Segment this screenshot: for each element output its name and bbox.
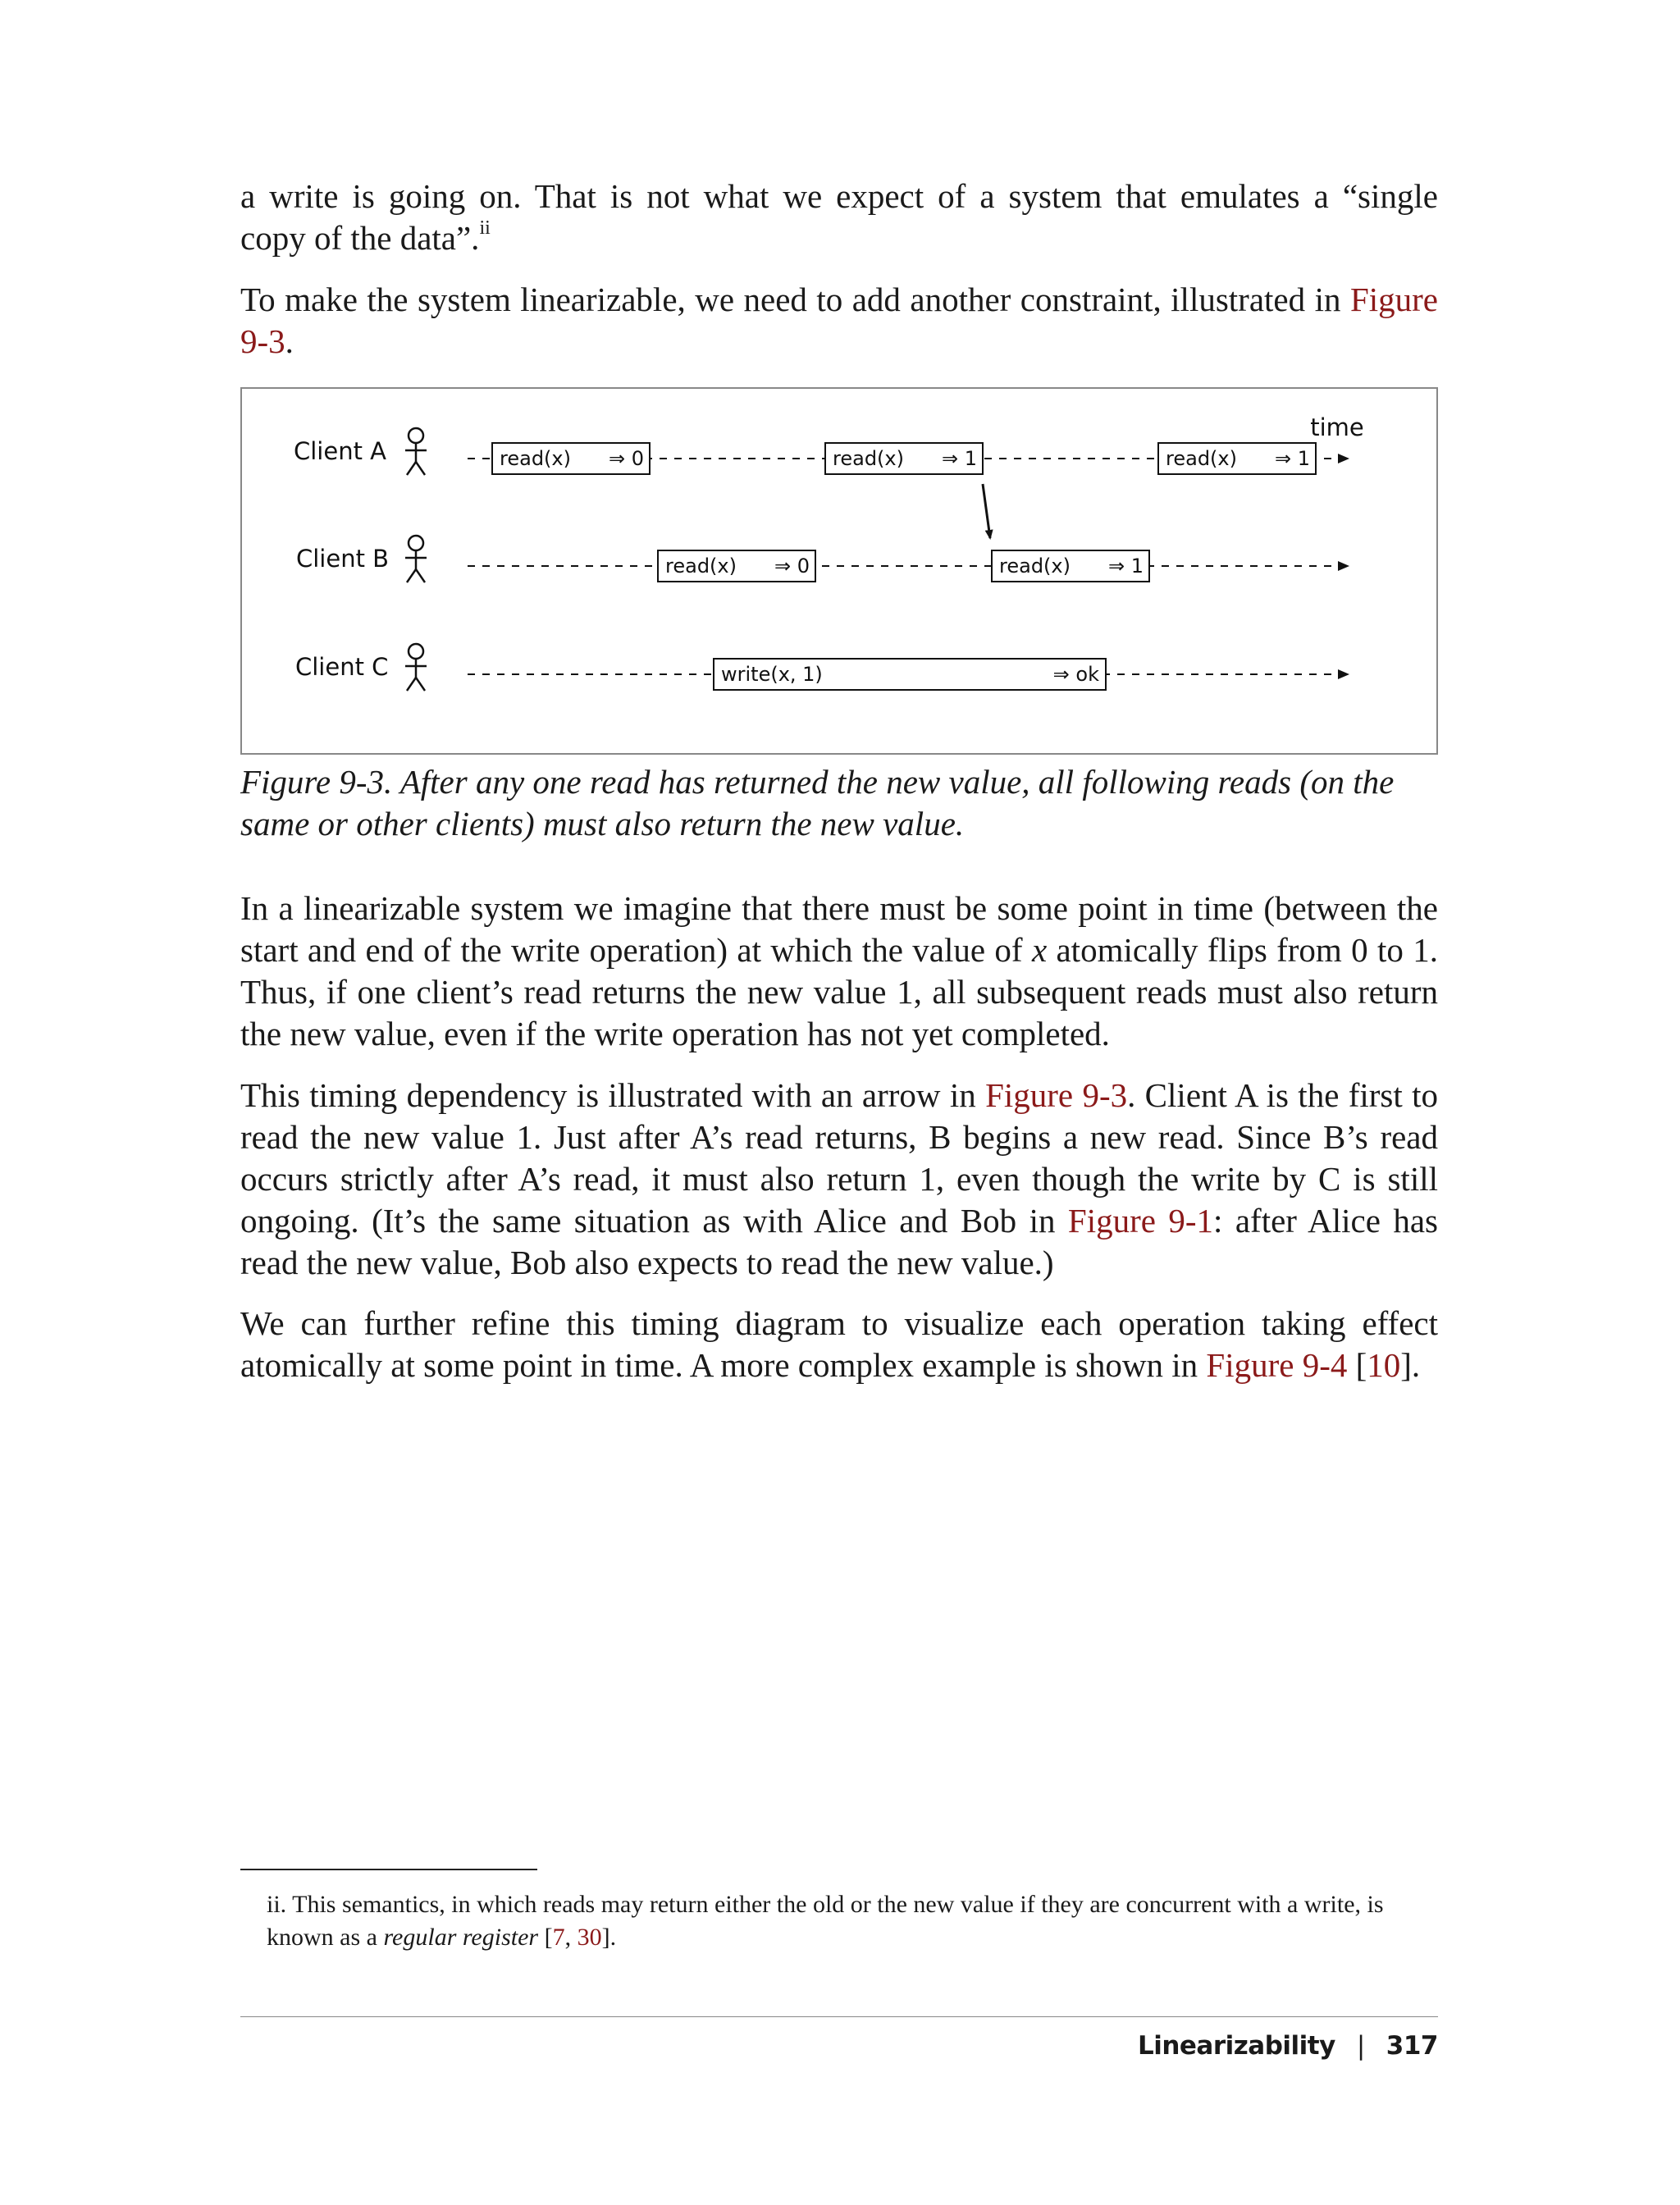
section-title: Linearizability	[1137, 2031, 1335, 2061]
time-axis-label: time	[1310, 413, 1364, 441]
figure-9-3	[240, 387, 1438, 755]
client-b-op-2-label: read(x)	[999, 555, 1071, 578]
para3-part2: atomically flips from 0 to 1. Thus, if one client’s read returns the new value 1, all subsequent reads must also return the new value, even if the write operation has not yet completed.	[240, 931, 1438, 1052]
footnote-part2: [	[538, 1924, 553, 1951]
client-a-label: Client A	[294, 437, 387, 465]
footnote-marker: ii.	[267, 1891, 287, 1918]
para4-part2: . Client A is the first to read the new value 1. Just after A’s read returns, B begins a new read. Since B’s read occurs strictly after A’s read, it must also return 1, even though the write by C is still ongoing. (It’s the same situation as with Alice and Bob in	[240, 1076, 1438, 1239]
para5-part3: ].	[1400, 1346, 1421, 1384]
client-c-label: Client C	[295, 653, 389, 681]
client-a-timeline-arrowhead	[1338, 454, 1349, 463]
client-b-label: Client B	[296, 545, 390, 573]
page-number: 317	[1386, 2031, 1438, 2061]
para1-line1: a write is going on. That is not what we expect of a system that emulates a “single	[240, 177, 1438, 215]
client-c-op-1-label: write(x, 1)	[721, 663, 823, 686]
footnote-term: regular register	[383, 1924, 539, 1951]
figure-9-3-link[interactable]: Figure 9-3	[240, 281, 1438, 360]
client-c-person-icon	[405, 644, 427, 691]
client-c-timeline-arrowhead	[1338, 669, 1349, 679]
reference-10-link[interactable]: 10	[1367, 1346, 1401, 1384]
figure-9-3-link-2[interactable]: Figure 9-3	[985, 1076, 1128, 1114]
footer-rule	[240, 2016, 1438, 2017]
paragraph-1-line-2	[240, 217, 1438, 259]
client-b-op-1-result: ⇒ 0	[774, 555, 810, 578]
client-a-op-2-label: read(x)	[833, 447, 904, 470]
paragraph-3	[240, 888, 1438, 1055]
para1-line2: copy of the data”.	[240, 219, 480, 257]
timing-diagram	[242, 389, 1440, 756]
figure-9-1-link[interactable]: Figure 9-1	[1067, 1202, 1214, 1239]
reference-7-link[interactable]: 7	[552, 1924, 565, 1951]
para2-end: .	[285, 322, 294, 360]
caption-line2: same or other clients) must also return the new value.	[240, 805, 965, 842]
client-b-timeline-arrowhead	[1338, 561, 1349, 571]
paragraph-5	[240, 1303, 1438, 1386]
footnote-sep: ,	[564, 1924, 578, 1951]
running-footer	[1138, 2031, 1438, 2061]
figure-caption-line-2	[240, 803, 1438, 845]
paragraph-4	[240, 1075, 1438, 1284]
paragraph-2	[240, 279, 1438, 363]
footnote-rule	[240, 1869, 537, 1870]
reference-30-link[interactable]: 30	[577, 1924, 602, 1951]
figure-caption-line-1	[240, 761, 1438, 803]
footnote-part1: This semantics, in which reads may return either the old or the new value if they are concurrent with a write, is known as a	[267, 1891, 1384, 1951]
footer-separator: |	[1356, 2031, 1365, 2061]
dependency-arrow	[983, 484, 990, 538]
client-a-op-2-result: ⇒ 1	[941, 447, 977, 470]
client-a-op-1-result: ⇒ 0	[608, 447, 644, 470]
figure-9-4-link[interactable]: Figure 9-4	[1206, 1346, 1348, 1384]
client-a-op-1-label: read(x)	[500, 447, 571, 470]
client-b-op-2-result: ⇒ 1	[1107, 555, 1144, 578]
para5-part2: [	[1347, 1346, 1367, 1384]
client-a-person-icon	[405, 428, 427, 475]
caption-line1: Figure 9-3. After any one read has returned the new value, all following reads (on the	[240, 763, 1395, 801]
client-b-op-1-label: read(x)	[665, 555, 737, 578]
footnote-ii	[267, 1888, 1431, 1954]
para4-part1: This timing dependency is illustrated with an arrow in	[240, 1076, 986, 1114]
para4-part3: : after Alice has read the new value, Bob also expects to read the new value.)	[240, 1202, 1438, 1281]
client-a-op-3-result: ⇒ 1	[1274, 447, 1310, 470]
footnote-ref-ii[interactable]: ii	[479, 217, 491, 240]
para3-part1: In a linearizable system we imagine that there must be some point in time (between the start and end of the write operation) at which the value of	[240, 889, 1438, 969]
paragraph-1-line-1	[240, 176, 1438, 217]
variable-x: x	[1031, 931, 1048, 969]
client-c-op-1-result: ⇒ ok	[1052, 663, 1099, 686]
para2-text: To make the system linearizable, we need to add another constraint, illustrated in	[240, 281, 1341, 318]
para5-part1: We can further refine this timing diagram to visualize each operation taking effect atomically at some point in time. A more complex example is shown in	[240, 1304, 1438, 1384]
client-b-person-icon	[405, 536, 427, 582]
client-a-op-3-label: read(x)	[1166, 447, 1237, 470]
footnote-part3: ].	[601, 1924, 617, 1951]
